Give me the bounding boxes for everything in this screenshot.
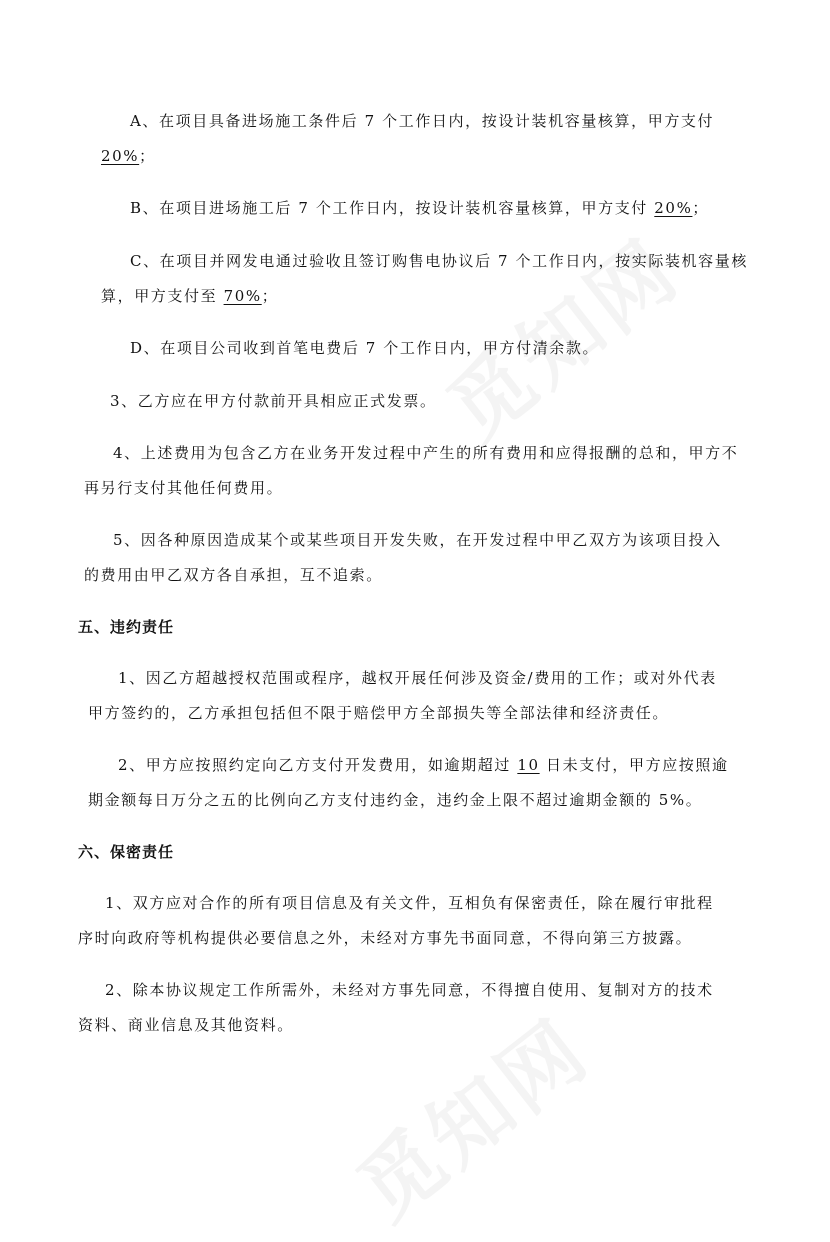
- clause-a-text: A、在项目具备进场施工条件后 7 个工作日内，按设计装机容量核算，甲方支付: [130, 112, 715, 130]
- section-6-title: 六、保密责任: [78, 843, 175, 861]
- item-5-line1: 5、因各种原因造成某个或某些项目开发失败，在开发过程中甲乙双方为该项目投入: [113, 531, 722, 549]
- item-5-line2: 的费用由甲乙双方各自承担，互不追索。: [84, 566, 383, 584]
- section-6-p1-line2: 序时向政府等机构提供必要信息之外，未经对方事先书面同意，不得向第三方披露。: [78, 929, 693, 947]
- section-5-p1-line2: 甲方签约的，乙方承担包括但不限于赔偿甲方全部损失等全部法律和经济责任。: [88, 704, 670, 722]
- item-4-line1: 4、上述费用为包含乙方在业务开发过程中产生的所有费用和应得报酬的总和，甲方不: [113, 444, 739, 462]
- clause-c-line1: C、在项目并网发电通过验收且签订购售电协议后 7 个工作日内，按实际装机容量核: [130, 252, 748, 270]
- section-5-p2-cont: 日未支付，甲方应按照逾: [539, 756, 729, 774]
- clause-a-percent: 20%: [101, 147, 140, 165]
- clause-b-text: B、在项目进场施工后 7 个工作日内，按设计装机容量核算，甲方支付: [130, 199, 655, 217]
- watermark: [330, 987, 610, 1242]
- watermark: [420, 207, 700, 462]
- item-4-line2: 再另行支付其他任何费用。: [84, 479, 284, 497]
- clause-c-end: ；: [261, 287, 279, 305]
- section-6-p2-line2: 资料、商业信息及其他资料。: [78, 1016, 294, 1034]
- section-5-p2-line2: 期金额每日万分之五的比例向乙方支付违约金，违约金上限不超过逾期金额的 5%。: [88, 791, 703, 809]
- clause-b-end: ；: [692, 199, 710, 217]
- clause-a-end: ；: [139, 147, 156, 165]
- clause-c-line2: [101, 289, 278, 304]
- section-6-p2-line1: 2、除本协议规定工作所需外，未经对方事先同意，不得擅自使用、复制对方的技术: [105, 981, 714, 999]
- item-3: 3、乙方应在甲方付款前开具相应正式发票。: [110, 392, 437, 410]
- section-6-p1-line1: 1、双方应对合作的所有项目信息及有关文件，互相负有保密责任，除在履行审批程: [105, 894, 714, 912]
- clause-d: D、在项目公司收到首笔电费后 7 个工作日内，甲方付清余款。: [130, 339, 600, 357]
- section-5-title: 五、违约责任: [78, 618, 175, 636]
- section-5-p2-text: 2、甲方应按照约定向乙方支付开发费用，如逾期超过: [118, 756, 518, 774]
- clause-c-percent: 70%: [223, 287, 262, 305]
- clause-a-line1: [130, 114, 714, 129]
- section-5-p2-line1: [118, 758, 729, 773]
- section-5-p1-line1: 1、因乙方超越授权范围或程序，越权开展任何涉及资金/费用的工作；或对外代表: [118, 669, 717, 687]
- overdue-days: 10: [517, 756, 540, 774]
- clause-c-text: 算，甲方支付至: [101, 287, 224, 305]
- clause-a-line2: [101, 149, 156, 164]
- clause-b: [130, 201, 709, 216]
- clause-b-percent: 20%: [654, 199, 693, 217]
